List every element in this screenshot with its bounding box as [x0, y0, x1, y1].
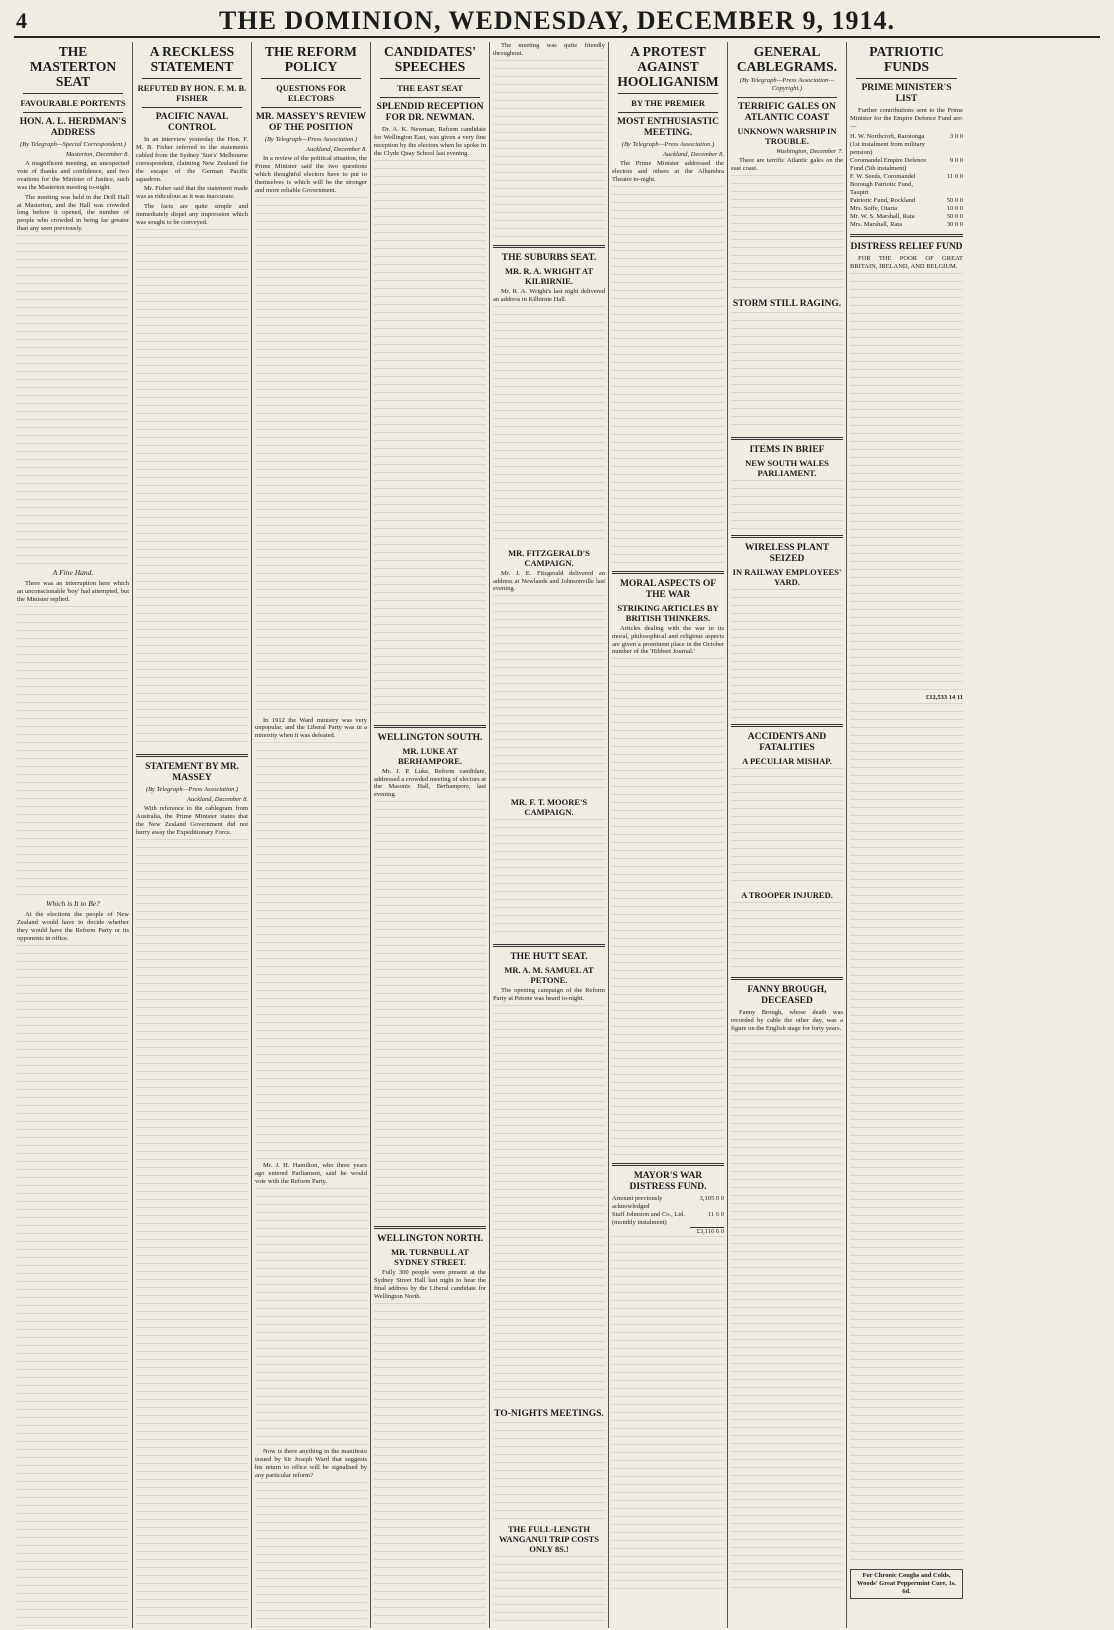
table-row	[850, 205, 963, 213]
byline: (By Telegraph—Special Correspondent.)	[20, 141, 126, 148]
fund-amount: 30 0 0	[946, 220, 963, 228]
fund-amount: 11 0 0	[946, 172, 963, 180]
headline: PATRIOTIC FUNDS	[869, 44, 944, 74]
column-7	[728, 42, 847, 1628]
column-6	[609, 42, 728, 1628]
subheading: FANNY BROUGH, DECEASED	[747, 984, 827, 1006]
subheading: MR. MASSEY'S REVIEW OF THE POSITION	[255, 112, 367, 133]
fund-table	[850, 133, 963, 229]
subheading: MR. LUKE AT BERHAMPORE.	[398, 745, 462, 766]
fund-label: F. W. Seeds, Coromandel Borough Patriotic Fund, Taupiri	[850, 172, 916, 196]
subheading: TO-NIGHTS MEETINGS.	[494, 1409, 604, 1420]
fund-amount: 10 0 0	[946, 204, 963, 212]
subheading: PRIME MINISTER'S LIST	[861, 83, 952, 104]
paragraph: Dr. A. K. Newman, Reform candidate for Wellington East, was given a very fine reception by the electors when he spoke in the Clyde Quay School last evening.	[374, 126, 486, 157]
subheading: WELLINGTON NORTH.	[376, 1234, 484, 1245]
subheading: THE FULL-LENGTH WANGANUI TRIP COSTS ONLY 8S.!	[499, 1524, 599, 1555]
paragraph: The meeting was quite friendly throughout.	[493, 42, 605, 57]
fund-label: H. W. Northcroft, Rarotonga (1st instalment from military pension)	[850, 132, 925, 156]
column-5	[490, 42, 609, 1628]
advertisement: For Chronic Coughs and Colds, Woods' Great Peppermint Cure, 1s. 6d.	[850, 1569, 963, 1599]
fund-amount: 50 0 0	[946, 196, 963, 204]
fund-total: £12,533 14 11	[925, 693, 963, 701]
subheading: STORM STILL RAGING.	[732, 298, 842, 309]
byline: (By Telegraph—Press Association.)	[145, 785, 239, 793]
deck: FAVOURABLE PORTENTS	[20, 98, 126, 108]
column-2	[133, 42, 252, 1628]
columns	[14, 42, 1100, 1628]
subheading: MR. R. A. WRIGHT AT KILBIRNIE.	[504, 265, 594, 286]
subheading: WIRELESS PLANT SEIZED	[744, 542, 830, 564]
paragraph: Mr. Fisher said that the statement made was as ridiculous as it was inaccurate.	[136, 185, 248, 201]
subheading: MR. F. T. MOORE'S CAMPAIGN.	[510, 797, 588, 818]
byline: (By Telegraph—Press Association.)	[264, 136, 358, 143]
column-1	[14, 42, 133, 1628]
headline: GENERAL CABLEGRAMS.	[736, 44, 838, 74]
paragraph: There was an interruption here which an unconscionable 'boy' had attempted, but the Minister replied.	[17, 580, 129, 603]
subheading: THE HUTT SEAT.	[510, 952, 588, 963]
fund-label: Amount previously acknowledged	[612, 1195, 663, 1211]
page-number: 4	[16, 8, 27, 33]
paragraph: Mr. J. H. Hamilton, who three years ago entered Parliament, said he would vote with the Reform Party.	[255, 1162, 367, 1186]
subheading: A TROOPER INJURED.	[741, 889, 833, 900]
subheading: IN RAILWAY EMPLOYEES' YARD.	[732, 566, 842, 587]
paragraph: At the elections the people of New Zealand would have to decide whether they would have the Reform Party or its opponents in office.	[17, 910, 129, 942]
table-row	[850, 213, 963, 221]
paragraph: FOR THE POOR OF GREAT BRITAIN, IRELAND, AND BELGIUM.	[850, 254, 963, 270]
table-row	[850, 157, 963, 173]
table-row	[850, 221, 963, 229]
table-row	[850, 173, 963, 197]
paragraph: Mr. J. E. Fitzgerald delivered an address at Newlands and Johnsonville last evening.	[493, 569, 605, 593]
deck: THE EAST SEAT	[397, 83, 463, 93]
subheading: STRIKING ARTICLES BY BRITISH THINKERS.	[617, 602, 719, 623]
headline: THE MASTERTON SEAT	[29, 44, 117, 89]
dateline: Auckland, December 8.	[662, 151, 724, 158]
paragraph: The facts are quite simple and immediately dispel any impression which was sought to be conveyed.	[136, 203, 248, 227]
deck: REFUTED BY HON. F. M. B. FISHER	[137, 83, 247, 103]
fund-amount: 11 6 0	[707, 1211, 724, 1219]
table-row	[612, 1227, 724, 1236]
fund-label: Mrs. Soffe, Otaria	[850, 204, 898, 212]
dateline: Masterton, December 8.	[65, 151, 129, 158]
subheading: SPLENDID RECEPTION FOR DR. NEWMAN.	[376, 102, 484, 123]
table-row	[612, 1195, 724, 1211]
dateline: Auckland, December 8.	[186, 795, 248, 803]
dateline: Auckland, December 8.	[305, 146, 367, 153]
column-8	[847, 42, 966, 1628]
subheading: NEW SOUTH WALES PARLIAMENT.	[745, 457, 829, 478]
deck: QUESTIONS FOR ELECTORS	[276, 83, 346, 103]
subheading: MR. FITZGERALD'S CAMPAIGN.	[508, 547, 590, 568]
subheading: MORAL ASPECTS OF THE WAR	[619, 578, 717, 600]
subheading: MR. A. M. SAMUEL AT PETONE.	[504, 965, 594, 986]
fund-label: Mr. W. S. Marshall, Rata	[850, 212, 915, 220]
fund-amount: 3 0 0	[950, 132, 963, 140]
dateline: Washington, December 7.	[776, 148, 843, 155]
paragraph: A magnificent meeting, an unexpected vote of thanks and confidence, and two ovations for the Minister of Justice, such was the Masterton meeting to-night.	[17, 160, 129, 191]
subheading: STATEMENT BY MR. MASSEY	[145, 761, 239, 783]
subheading: Which is It to Be?	[46, 898, 100, 908]
deck: BY THE PREMIER	[631, 98, 705, 108]
subheading: THE SUBURBS SEAT.	[501, 252, 597, 263]
fund-label: Mrs. Marshall, Rata	[850, 220, 902, 228]
fund-total: £3,116 6 0	[690, 1227, 724, 1236]
paragraph: The Prime Minister addressed the electors and others at the Alhambra Theatre to-night.	[612, 160, 724, 183]
subheading: ACCIDENTS AND FATALITIES	[747, 731, 827, 753]
paragraph: With reference to the cablegram from Australia, the Prime Minister states that the New Zealand Government did not hurry away the Expeditionary Force.	[136, 804, 248, 836]
fund-amount: 3,105 0 0	[699, 1195, 724, 1203]
paragraph: Now is there anything in the manifesto issued by Sir Joseph Ward that suggests his return to office will be signalised by any particular reform?	[255, 1447, 367, 1479]
column-3	[252, 42, 371, 1628]
subheading: DISTRESS RELIEF FUND	[850, 241, 963, 252]
headline: A RECKLESS STATEMENT	[149, 44, 235, 74]
paragraph: Fanny Brough, whose death was recorded by cable the other day, was a figure on the English stage for forty years.	[731, 1008, 843, 1032]
paragraph: Fully 300 people were present at the Sydney Street Hall last night to hear the final address by the Liberal candidate for Wellington North.	[374, 1269, 486, 1300]
subheading: WELLINGTON SOUTH.	[377, 732, 483, 743]
subheading: UNKNOWN WARSHIP IN TROUBLE.	[737, 126, 837, 146]
subheading: ITEMS IN BRIEF	[749, 444, 825, 455]
subheading: A PECULIAR MISHAP.	[742, 755, 832, 766]
subheading: A Fine Hand.	[52, 568, 94, 578]
headline: THE REFORM POLICY	[265, 44, 357, 74]
fund-label: Staff Johnston and Co., Ltd. (monthly instalment)	[612, 1211, 686, 1227]
subheading: PACIFIC NAVAL CONTROL	[155, 112, 229, 133]
paragraph: In a review of the political situation, the Prime Minister said the two questions which thoughtful electors have to put to themselves is which will be the stronger and more reliable Government.	[255, 155, 367, 194]
headline: CANDIDATES' SPEECHES	[383, 44, 476, 74]
paragraph: Articles dealing with the war in its moral, philosophical and religious aspects are given a prominent place in the October number of the 'Hibbert Journal.'	[612, 624, 724, 656]
paragraph: Mr. J. P. Luke, Reform candidate, addressed a crowded meeting of electors at the Masonic Hall, Berhampore, last evening.	[374, 767, 486, 799]
fund-table	[612, 1195, 724, 1236]
paragraph: Mr. R. A. Wright's last night delivered an address in Kilbirnie Hall.	[493, 287, 605, 303]
table-row	[612, 1211, 724, 1227]
fund-label: Coromandel Empire Defence Fund (5th instalment)	[850, 156, 927, 172]
newspaper-title: THE DOMINION, WEDNESDAY, DECEMBER 9, 1914.	[219, 6, 895, 35]
subheading: MOST ENTHUSIASTIC MEETING.	[617, 117, 719, 138]
fund-label: Patriotic Fund, Rockland	[850, 196, 916, 204]
paragraph: Further contributions sent to the Prime Minister for the Empire Defence Fund are:—	[850, 107, 963, 130]
fund-amount: 9 0 0	[950, 156, 963, 164]
masthead	[14, 6, 1100, 38]
table-row	[850, 197, 963, 205]
byline: (By Telegraph—Press Association.)	[621, 141, 715, 148]
paragraph: The opening campaign of the Reform Party at Petone was heard to-night.	[493, 987, 605, 1003]
subheading: TERRIFIC GALES ON ATLANTIC COAST	[738, 102, 836, 123]
column-4	[371, 42, 490, 1628]
paragraph: There are terrific Atlantic gales on the east coast.	[731, 157, 843, 172]
paragraph: In 1912 the Ward ministry was very unpopular, and the Liberal Party was in a minority when it was defeated.	[255, 716, 367, 740]
paragraph: The meeting was held in the Drill Hall at Masterton, and the Hall was crowded long before it opened, the number of people who crowded in being far greater than any seen previously.	[17, 193, 129, 233]
table-row	[850, 133, 963, 157]
headline: A PROTEST AGAINST HOOLIGANISM	[617, 44, 719, 89]
fund-amount: 50 0 0	[946, 212, 963, 220]
paragraph: In an interview yesterday the Hon. F. M. B. Fisher referred to the statements cabled from the Sydney 'Sun's' Melbourne correspondent, claiming New Zealand for the escape of the German Pacific squadron.	[136, 136, 248, 183]
byline: (By Telegraph—Press Association—Copyright.)	[739, 77, 835, 92]
subheading: MR. TURNBULL AT SYDNEY STREET.	[391, 1247, 469, 1268]
subheading: MAYOR'S WAR DISTRESS FUND.	[629, 1171, 707, 1193]
subheading: HON. A. L. HERDMAN'S ADDRESS	[19, 117, 127, 138]
